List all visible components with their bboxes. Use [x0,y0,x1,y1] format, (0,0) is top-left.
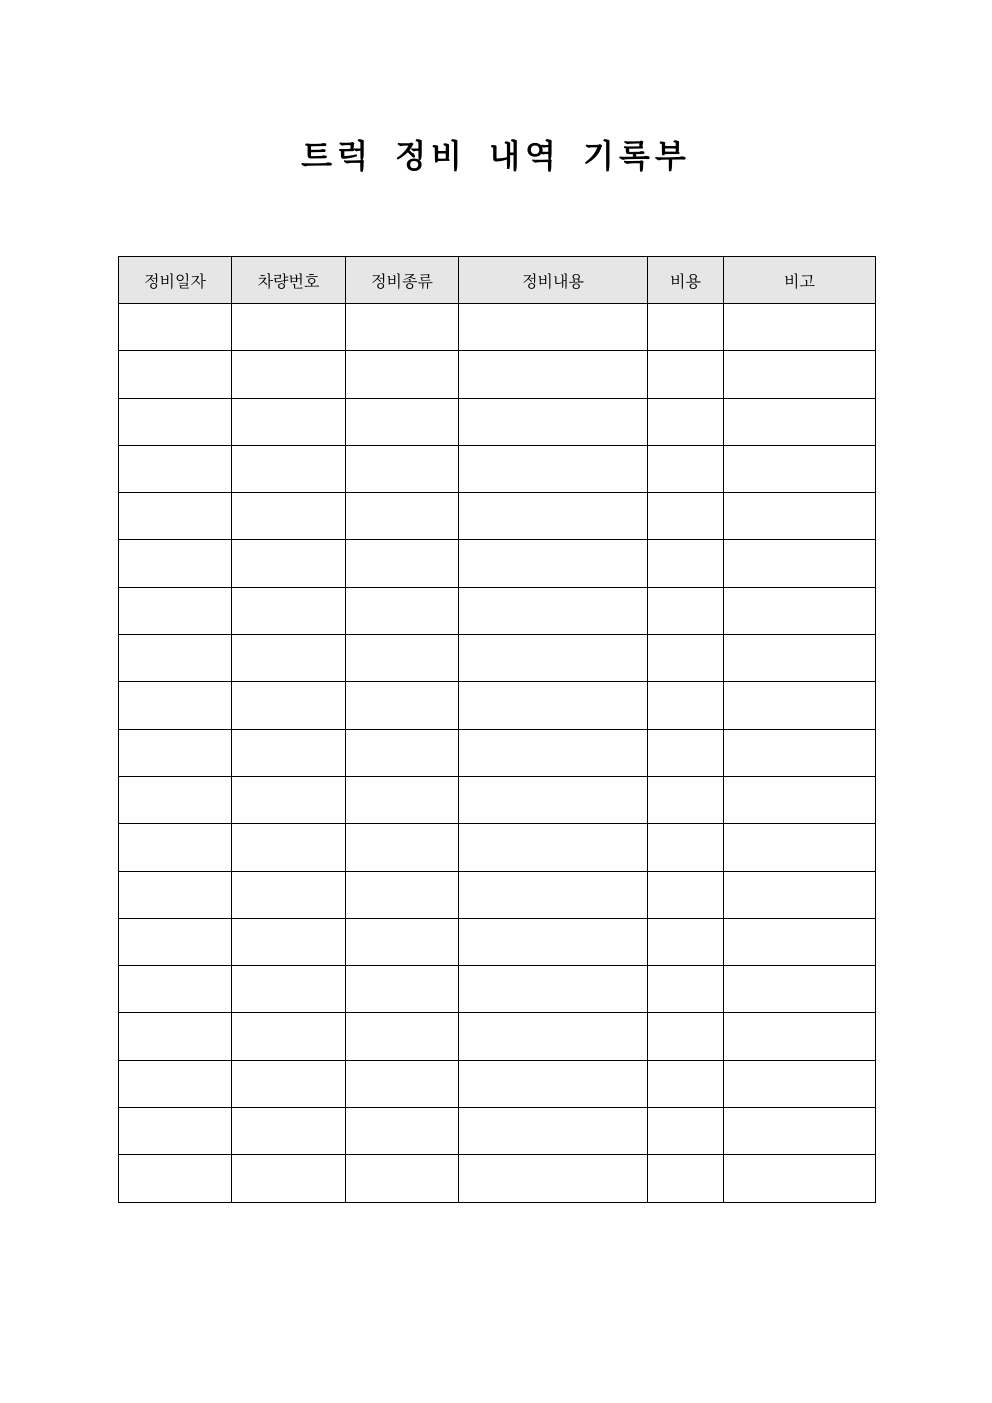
cell-cost [648,540,724,587]
cell-date [119,918,232,965]
cell-maintenance-details [459,635,648,682]
table-row [119,493,876,540]
cell-maintenance-type [346,966,459,1013]
cell-maintenance-details [459,729,648,776]
cell-maintenance-type [346,776,459,823]
cell-maintenance-type [346,493,459,540]
cell-remarks [724,682,876,729]
cell-maintenance-details [459,493,648,540]
table-row [119,682,876,729]
table-row [119,1155,876,1202]
cell-remarks [724,1060,876,1107]
cell-date [119,1155,232,1202]
cell-maintenance-type [346,635,459,682]
cell-date [119,776,232,823]
cell-maintenance-type [346,1108,459,1155]
cell-maintenance-details [459,398,648,445]
cell-remarks [724,540,876,587]
cell-date [119,493,232,540]
cell-date [119,304,232,351]
cell-cost [648,918,724,965]
cell-remarks [724,1013,876,1060]
cell-cost [648,351,724,398]
cell-date [119,540,232,587]
cell-vehicle-number [232,824,346,871]
table-row [119,871,876,918]
table-row [119,540,876,587]
table-row [119,351,876,398]
cell-remarks [724,304,876,351]
cell-cost [648,445,724,492]
cell-maintenance-details [459,587,648,634]
cell-vehicle-number [232,493,346,540]
cell-vehicle-number [232,635,346,682]
cell-remarks [724,729,876,776]
table-row [119,398,876,445]
cell-date [119,445,232,492]
cell-remarks [724,351,876,398]
cell-maintenance-type [346,1060,459,1107]
table-header [119,257,876,304]
cell-maintenance-type [346,1155,459,1202]
cell-cost [648,824,724,871]
cell-vehicle-number [232,1108,346,1155]
table-row [119,587,876,634]
table-row [119,776,876,823]
table-row [119,635,876,682]
cell-maintenance-details [459,445,648,492]
cell-date [119,398,232,445]
table-row [119,1013,876,1060]
cell-maintenance-type [346,398,459,445]
cell-maintenance-type [346,587,459,634]
cell-maintenance-details [459,1013,648,1060]
cell-cost [648,304,724,351]
cell-maintenance-details [459,1155,648,1202]
cell-vehicle-number [232,304,346,351]
cell-remarks [724,587,876,634]
header-maintenance-type: 정비종류 [346,257,459,304]
cell-maintenance-details [459,304,648,351]
cell-date [119,966,232,1013]
cell-maintenance-details [459,776,648,823]
cell-vehicle-number [232,445,346,492]
cell-maintenance-type [346,824,459,871]
header-remarks: 비고 [724,257,876,304]
cell-vehicle-number [232,398,346,445]
cell-date [119,729,232,776]
cell-maintenance-type [346,351,459,398]
cell-cost [648,493,724,540]
cell-cost [648,1013,724,1060]
cell-vehicle-number [232,682,346,729]
table-row [119,729,876,776]
cell-cost [648,682,724,729]
cell-cost [648,1060,724,1107]
cell-maintenance-type [346,918,459,965]
cell-date [119,824,232,871]
cell-remarks [724,824,876,871]
cell-vehicle-number [232,587,346,634]
cell-remarks [724,398,876,445]
cell-remarks [724,776,876,823]
cell-cost [648,1155,724,1202]
cell-remarks [724,918,876,965]
cell-maintenance-type [346,682,459,729]
table-row [119,445,876,492]
table-row [119,304,876,351]
cell-cost [648,1108,724,1155]
cell-maintenance-details [459,351,648,398]
cell-cost [648,729,724,776]
table-row [119,1108,876,1155]
cell-cost [648,871,724,918]
cell-maintenance-type [346,304,459,351]
cell-vehicle-number [232,918,346,965]
cell-vehicle-number [232,966,346,1013]
cell-date [119,1060,232,1107]
cell-date [119,587,232,634]
cell-maintenance-details [459,918,648,965]
cell-vehicle-number [232,351,346,398]
cell-maintenance-type [346,1013,459,1060]
cell-remarks [724,493,876,540]
cell-remarks [724,871,876,918]
table-row [119,966,876,1013]
cell-vehicle-number [232,871,346,918]
cell-maintenance-details [459,871,648,918]
table-row [119,824,876,871]
cell-maintenance-type [346,445,459,492]
header-maintenance-details: 정비내용 [459,257,648,304]
cell-date [119,1013,232,1060]
cell-vehicle-number [232,776,346,823]
cell-cost [648,587,724,634]
cell-date [119,682,232,729]
header-cost: 비용 [648,257,724,304]
cell-cost [648,966,724,1013]
cell-maintenance-details [459,966,648,1013]
table-row [119,918,876,965]
cell-maintenance-details [459,682,648,729]
cell-date [119,635,232,682]
cell-cost [648,776,724,823]
cell-maintenance-type [346,871,459,918]
cell-date [119,1108,232,1155]
cell-vehicle-number [232,729,346,776]
cell-cost [648,398,724,445]
cell-maintenance-type [346,729,459,776]
page-title: 트럭 정비 내역 기록부 [301,137,691,175]
cell-remarks [724,1108,876,1155]
maintenance-log-table [118,256,876,1203]
cell-remarks [724,635,876,682]
table-body [119,304,876,1203]
cell-vehicle-number [232,1060,346,1107]
cell-date [119,871,232,918]
cell-vehicle-number [232,540,346,587]
header-date: 정비일자 [119,257,232,304]
cell-vehicle-number [232,1013,346,1060]
cell-remarks [724,1155,876,1202]
cell-maintenance-details [459,1108,648,1155]
cell-maintenance-details [459,1060,648,1107]
cell-remarks [724,966,876,1013]
header-row [119,257,876,304]
cell-date [119,351,232,398]
cell-remarks [724,445,876,492]
table-row [119,1060,876,1107]
header-vehicle-number: 차량번호 [232,257,346,304]
cell-maintenance-details [459,824,648,871]
cell-maintenance-type [346,540,459,587]
cell-vehicle-number [232,1155,346,1202]
cell-cost [648,635,724,682]
cell-maintenance-details [459,540,648,587]
